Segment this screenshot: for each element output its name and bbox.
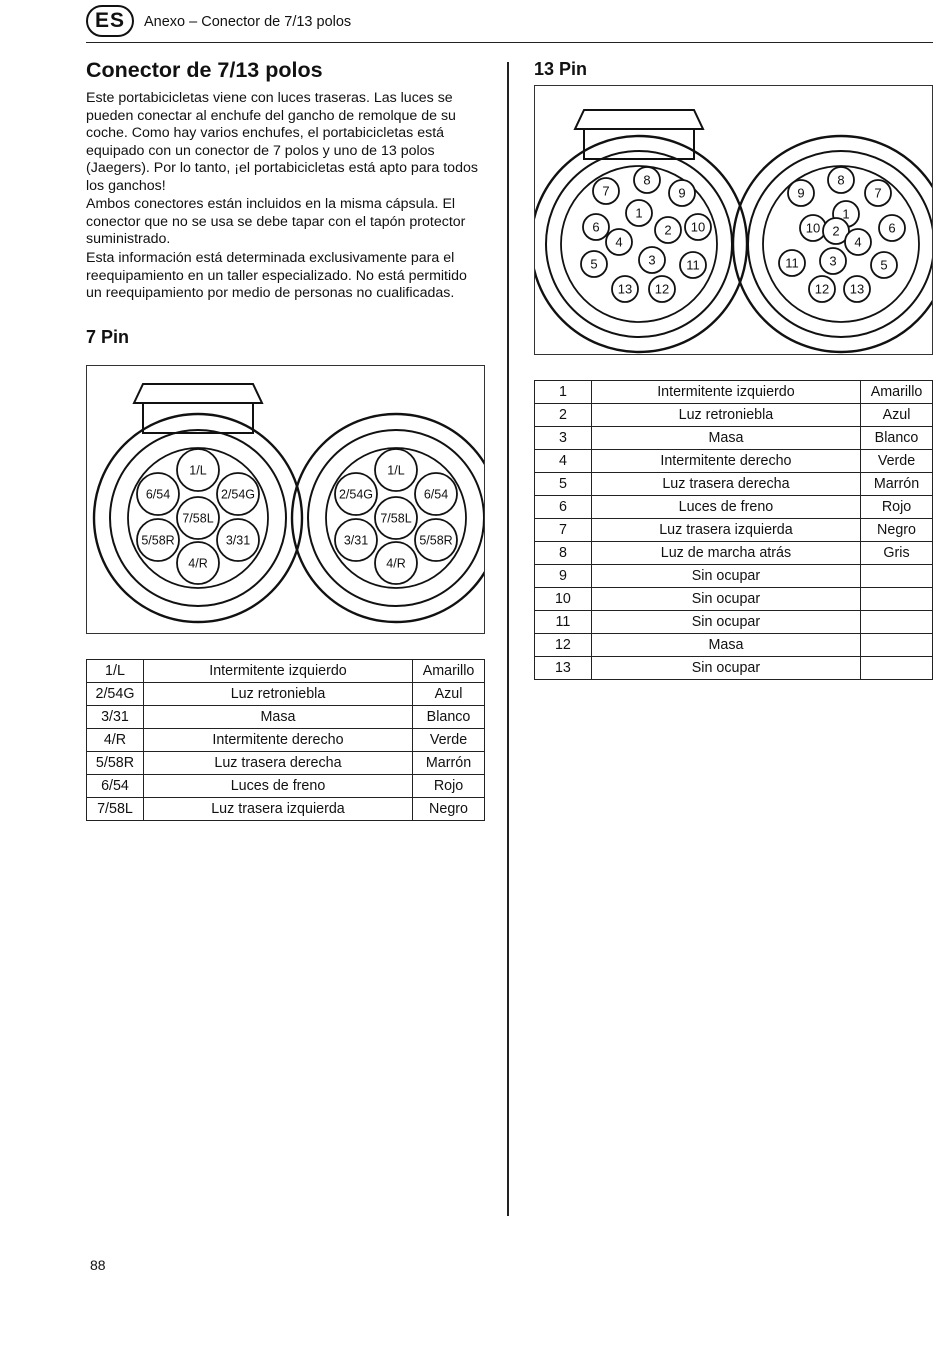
pin-label: 6 xyxy=(888,220,896,236)
color-cell: Negro xyxy=(413,798,485,821)
function-cell: Intermitente izquierdo xyxy=(143,660,412,683)
connector-7-pin-drawing xyxy=(87,366,484,633)
pin-cell: 2/54G xyxy=(87,683,144,706)
pin-cell: 6 xyxy=(535,496,592,519)
pin-cell: 11 xyxy=(535,611,592,634)
table-row xyxy=(87,660,485,683)
color-cell: Amarillo xyxy=(413,660,485,683)
function-cell: Luces de freno xyxy=(591,496,860,519)
pin-label: 5/58R xyxy=(141,533,175,548)
table-row xyxy=(535,611,933,634)
color-cell: Verde xyxy=(861,450,933,473)
pin-cell: 2 xyxy=(535,404,592,427)
color-cell: Blanco xyxy=(861,427,933,450)
function-cell: Intermitente derecho xyxy=(143,729,412,752)
intro-paragraph: Este portabicicletas viene con luces traseras. Las luces se pueden conectar al enchufe del gancho de remolque de su coche. Como hay varios enchufes, el portabicicletas está equipado con un conector de 7 polos y uno de 13 polos (Jaegers). Por lo tanto, ¡el portabicicletas está apto para todos los ganchos! xyxy=(86,90,478,194)
table-13-pin xyxy=(534,380,933,680)
pin-cell: 3/31 xyxy=(87,706,144,729)
function-cell: Sin ocupar xyxy=(591,588,860,611)
pin-label: 4 xyxy=(854,234,862,250)
pin-label: 10 xyxy=(690,219,706,235)
color-cell: Negro xyxy=(861,519,933,542)
pin-label: 7/58L xyxy=(380,511,412,526)
pin-label: 1 xyxy=(842,206,850,222)
pin-label: 5 xyxy=(880,257,888,273)
function-cell: Luz trasera izquierda xyxy=(591,519,860,542)
table-row xyxy=(87,729,485,752)
pin-label: 11 xyxy=(785,255,799,271)
table-row xyxy=(87,706,485,729)
pin-cell: 4 xyxy=(535,450,592,473)
pin-label: 4/R xyxy=(386,556,406,571)
table-row xyxy=(87,798,485,821)
pin-label: 3/31 xyxy=(225,533,251,548)
pin-cell: 8 xyxy=(535,542,592,565)
pin-label: 1 xyxy=(635,205,643,221)
function-cell: Sin ocupar xyxy=(591,657,860,680)
pin-cell: 12 xyxy=(535,634,592,657)
pin-label: 2/54G xyxy=(338,487,374,502)
pin-label: 2/54G xyxy=(220,487,256,502)
diagram-7-pin xyxy=(86,365,485,634)
function-cell: Intermitente izquierdo xyxy=(591,381,860,404)
pin-label: 3 xyxy=(829,253,837,269)
function-cell: Masa xyxy=(591,634,860,657)
page-title: Conector de 7/13 polos xyxy=(86,58,323,82)
pin-label: 13 xyxy=(617,281,633,297)
language-badge: ES xyxy=(86,5,134,37)
pin-cell: 3 xyxy=(535,427,592,450)
color-cell: Marrón xyxy=(861,473,933,496)
function-cell: Masa xyxy=(591,427,860,450)
pin-cell: 4/R xyxy=(87,729,144,752)
color-cell xyxy=(861,657,933,680)
pin-label: 6/54 xyxy=(423,487,449,502)
table-row xyxy=(87,752,485,775)
table-row xyxy=(535,404,933,427)
pin-label: 4 xyxy=(615,234,623,250)
pin-cell: 7/58L xyxy=(87,798,144,821)
table-row xyxy=(535,588,933,611)
pin-label: 4/R xyxy=(188,556,208,571)
color-cell xyxy=(861,565,933,588)
column-divider xyxy=(507,62,509,1216)
pin-label: 9 xyxy=(678,185,686,201)
function-cell: Luz trasera derecha xyxy=(591,473,860,496)
pin-label: 10 xyxy=(805,220,821,236)
pin-label: 3/31 xyxy=(343,533,369,548)
function-cell: Luz retroniebla xyxy=(591,404,860,427)
pin-cell: 5 xyxy=(535,473,592,496)
pin-label: 1/L xyxy=(387,463,405,478)
pin-label: 6 xyxy=(592,219,600,235)
pin-label: 11 xyxy=(686,257,700,273)
table-row xyxy=(535,427,933,450)
function-cell: Masa xyxy=(143,706,412,729)
table-row xyxy=(535,519,933,542)
table-row xyxy=(535,381,933,404)
pin-cell: 9 xyxy=(535,565,592,588)
table-row xyxy=(535,565,933,588)
color-cell: Marrón xyxy=(413,752,485,775)
function-cell: Luz trasera derecha xyxy=(143,752,412,775)
color-cell: Amarillo xyxy=(861,381,933,404)
connector-13-pin-drawing xyxy=(535,86,932,354)
pin-cell: 1/L xyxy=(87,660,144,683)
pin-label: 9 xyxy=(797,185,805,201)
page-number: 88 xyxy=(90,1257,106,1273)
plug-neck xyxy=(143,403,253,433)
pin-label: 3 xyxy=(648,252,656,268)
pin-label: 5/58R xyxy=(419,533,453,548)
pin-label: 2 xyxy=(832,223,840,239)
color-cell xyxy=(861,588,933,611)
color-cell xyxy=(861,611,933,634)
table-row xyxy=(87,683,485,706)
plug-cap xyxy=(575,110,703,129)
capsule-paragraph: Ambos conectores están incluidos en la misma cápsula. El conector que no se usa se debe tapar con el tapón protector suministrado. xyxy=(86,196,466,248)
diagram-13-pin xyxy=(534,85,933,355)
function-cell: Luz de marcha atrás xyxy=(591,542,860,565)
table-row xyxy=(535,542,933,565)
function-cell: Intermitente derecho xyxy=(591,450,860,473)
pin-label: 5 xyxy=(590,256,598,272)
pin-label: 1/L xyxy=(189,463,207,478)
table-row xyxy=(535,473,933,496)
color-cell: Azul xyxy=(861,404,933,427)
pin-label: 12 xyxy=(654,281,670,297)
workshop-paragraph: Esta información está determinada exclusivamente para el reequipamiento en un taller especializado. No está permitido un reequipamiento por medio de personas no cualificadas. xyxy=(86,250,467,302)
table-row xyxy=(535,496,933,519)
pin-label: 6/54 xyxy=(145,487,171,502)
pin-cell: 13 xyxy=(535,657,592,680)
table-row xyxy=(535,450,933,473)
function-cell: Luz retroniebla xyxy=(143,683,412,706)
section-title-13-pin: 13 Pin xyxy=(534,59,588,79)
pin-cell: 6/54 xyxy=(87,775,144,798)
plug-cap xyxy=(134,384,262,403)
pin-cell: 10 xyxy=(535,588,592,611)
color-cell: Verde xyxy=(413,729,485,752)
pin-label: 8 xyxy=(837,172,845,188)
pin-label: 13 xyxy=(849,281,865,297)
pin-label: 7 xyxy=(602,183,610,199)
pin-cell: 5/58R xyxy=(87,752,144,775)
section-title-7-pin: 7 Pin xyxy=(86,327,130,347)
color-cell: Azul xyxy=(413,683,485,706)
table-row xyxy=(87,775,485,798)
pin-label: 2 xyxy=(664,222,672,238)
pin-label: 12 xyxy=(814,281,830,297)
color-cell xyxy=(861,634,933,657)
color-cell: Rojo xyxy=(413,775,485,798)
table-row xyxy=(535,657,933,680)
pin-label: 7/58L xyxy=(182,511,214,526)
color-cell: Rojo xyxy=(861,496,933,519)
header-title: Anexo – Conector de 7/13 polos xyxy=(144,14,352,30)
pin-cell: 7 xyxy=(535,519,592,542)
color-cell: Gris xyxy=(861,542,933,565)
function-cell: Sin ocupar xyxy=(591,611,860,634)
color-cell: Blanco xyxy=(413,706,485,729)
header-divider xyxy=(86,42,933,43)
pin-label: 7 xyxy=(874,185,882,201)
table-7-pin xyxy=(86,659,485,821)
function-cell: Luz trasera izquierda xyxy=(143,798,412,821)
pin-cell: 1 xyxy=(535,381,592,404)
table-row xyxy=(535,634,933,657)
function-cell: Sin ocupar xyxy=(591,565,860,588)
pin-label: 8 xyxy=(643,172,651,188)
function-cell: Luces de freno xyxy=(143,775,412,798)
